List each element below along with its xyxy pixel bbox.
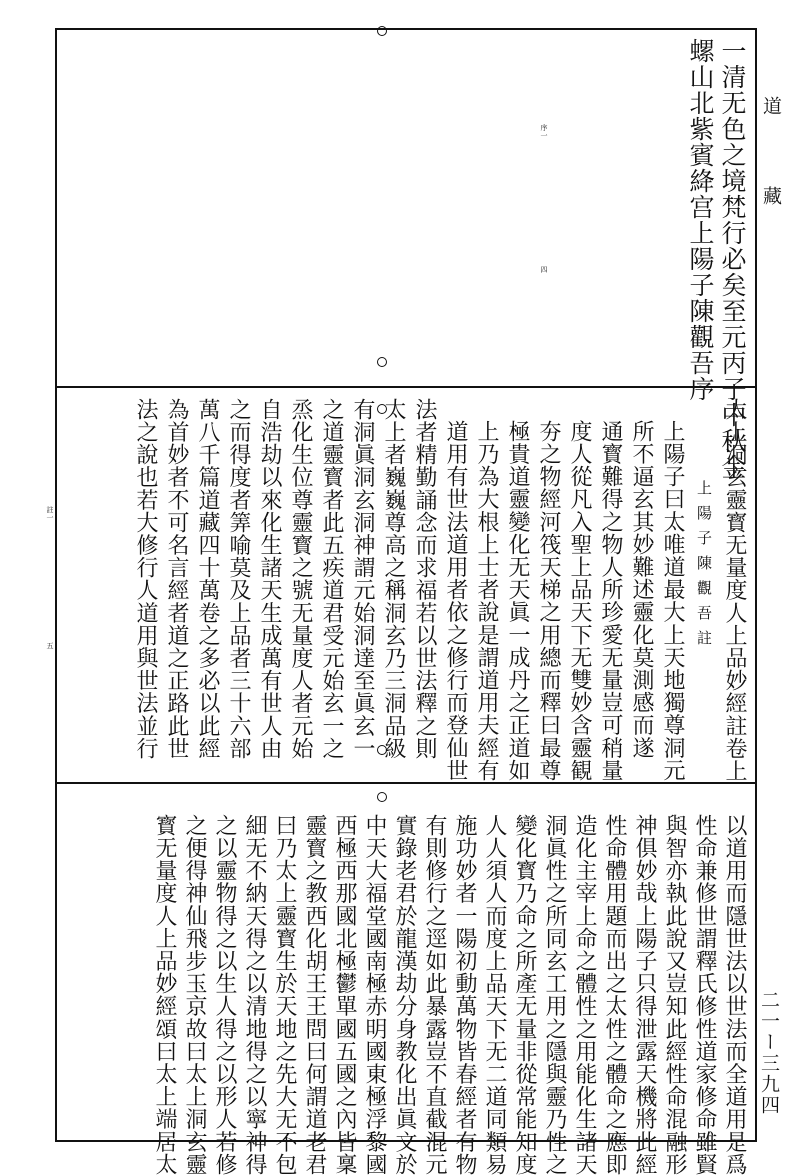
panel-preface [55,30,757,480]
text-column: 有則修行之逕如此暴露豈不直截混元 [422,814,447,1176]
continued-columns [149,814,749,1176]
panel-commentary-continued [55,784,757,1176]
text-column: 神俱妙哉上陽子只得泄露天機將此經 [632,814,657,1176]
text-column: 實錄老君於龍漢劫分身教化出眞文於 [392,814,417,1176]
text-column: 以道用而隱世法以世法而全道用是爲 [722,814,747,1176]
text-column: 一清无色之境梵行必矣至元丙子中秋金 [718,38,747,480]
author-line: 上陽子陳觀吾註 [695,480,713,655]
folio-mark: 五 [46,642,54,650]
text-column: 性命體用題而出之太性之體命之應即 [602,814,627,1176]
text-column: 之而得度者筭喻莫及上品者三十六部 [226,398,251,760]
text-column: 靈寳之教西化胡王王問曰何謂道老君 [302,814,327,1176]
text-column: 通寳難得之物人所珍愛无量豈可稍量 [598,420,623,782]
commentary-columns [129,398,749,782]
text-column: 細无不納天得之以清地得之以寧神得 [242,814,267,1176]
text-column: 之以靈物得之以生人得之以形人若修 [212,814,237,1176]
text-column: 度人從凡入聖上品天下无雙妙含靈観 [567,420,592,782]
margin-title-bottom: 藏 [760,186,782,215]
text-column: 極貴道靈變化无天眞一成丹之正道如 [505,420,530,782]
text-column: 法之說也若大修行人道用與世法並行 [133,398,158,760]
text-column: 所不逼玄其妙難述靈化莫測感而遂 [629,420,654,759]
text-column: 太上者巍巍尊高之稱洞玄乃三洞品級 [381,398,406,760]
text-column: 有洞眞洞玄洞神謂元始洞達至眞玄一 [350,398,375,760]
panel-commentary [46,388,757,783]
text-column: 為首妙者不可名言經者道之正路此世 [164,398,189,760]
text-column: 人人須人而度上品天下无二道同類易 [482,814,507,1176]
text-column: 寳无量度人上品妙經頌曰太上端居太 [152,814,177,1176]
folio-mark: 四 [540,266,548,274]
text-column: 之道靈寳者此五疾道君受元始玄一之 [319,398,344,760]
text-column: 洞眞性之所同玄工用之隱與靈乃性之 [542,814,567,1176]
text-column: 萬八千篇道藏四十萬卷之多必以此經 [195,398,220,760]
text-column: 造化主宰上命之體性之用能化生諸天 [572,814,597,1176]
text-column: 中天大福堂國南極赤明國東極浮黎國 [362,814,387,1176]
text-column: 法者精勤誦念而求福若以世法釋之則 [412,398,437,760]
page-number: 二一ー三九四 [758,990,780,1116]
text-column: 西極西那國北極鬱單國五國之內皆稟 [332,814,357,1176]
text-column: 夯之物經河筏天梯之用總而釋曰最尊 [536,420,561,782]
text-column: 變化寳乃命之所產无量非從常能知度 [512,814,537,1176]
text-column: 烝化生位尊靈寳之號无量度人者元始 [288,398,313,760]
text-column: 上陽子曰太唯道最大上天地獨尊洞元 [660,420,685,782]
text-column: 之便得神仙飛步玉京故曰太上洞玄靈 [182,814,207,1176]
text-column: 道用有世法道用者依之修行而登仙世 [443,420,468,782]
text-column: 螺山北紫賓絳宫上陽子陳觀吾序 [686,38,715,402]
text-column: 施功妙者一陽初動萬物皆春經者有物 [452,814,477,1176]
text-column: 自浩劫以來化生諸天生成萬有世人由 [257,398,282,760]
text-column: 性命兼修世謂釋氏修性道家修命雖賢 [692,814,717,1176]
scripture-title: 太上洞玄靈寳无量度人上品妙經註卷上 [722,398,747,783]
text-column: 與智亦執此說又豈知此經性命混融形 [662,814,687,1176]
margin-title-top: 道 [760,96,782,125]
folio-mark: 註一 [46,506,54,522]
folio-mark: 序一 [540,124,548,140]
text-column: 上乃為大根上士者說是謂道用夫經有 [474,420,499,782]
text-column: 曰乃太上靈寳生於天地之先大无不包 [272,814,297,1176]
